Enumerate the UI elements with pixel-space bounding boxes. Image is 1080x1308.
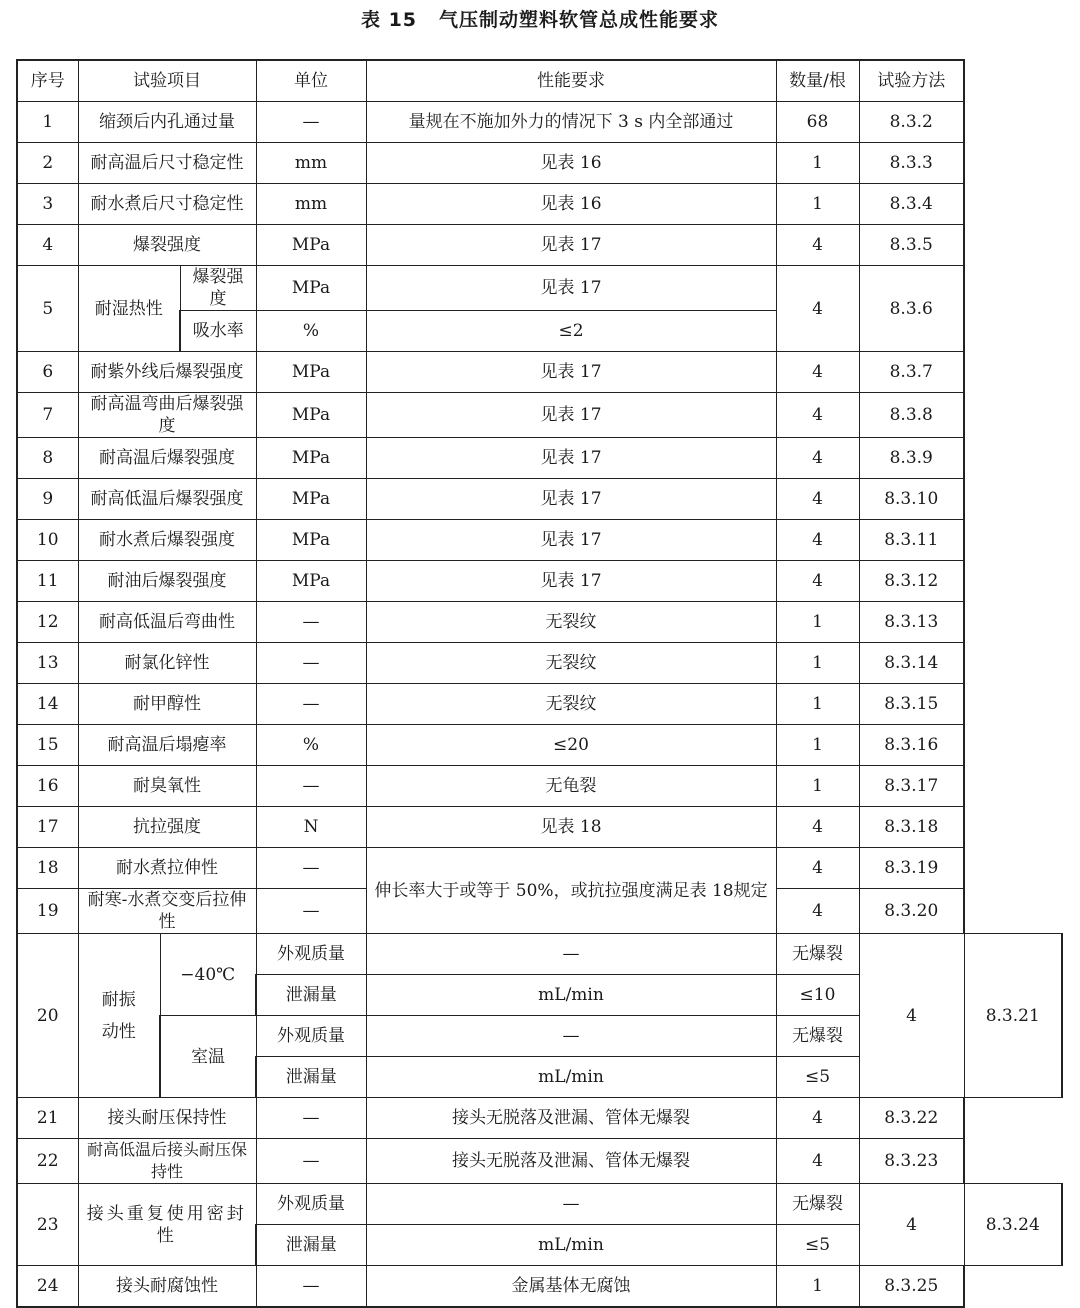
row-item: 耐臭氧性 — [78, 766, 256, 807]
row-condition: −40℃ — [160, 934, 256, 1016]
row-requirement: 见表 17 — [366, 393, 776, 438]
table-row — [17, 934, 1062, 975]
row-item: 抗拉强度 — [78, 807, 256, 848]
row-no: 6 — [17, 352, 78, 393]
row-no: 7 — [17, 393, 78, 438]
row-requirement: 伸长率大于或等于 50%，或抗拉强度满足表 18规定 — [366, 848, 776, 934]
row-no: 17 — [17, 807, 78, 848]
table-row — [17, 225, 1062, 266]
row-item: 耐油后爆裂强度 — [78, 561, 256, 602]
row-unit: — — [256, 602, 366, 643]
row-quantity: 4 — [776, 479, 859, 520]
row-quantity: 1 — [776, 1266, 859, 1308]
row-no: 15 — [17, 725, 78, 766]
row-unit: MPa — [256, 225, 366, 266]
row-method: 8.3.25 — [859, 1266, 964, 1308]
row-quantity: 1 — [776, 602, 859, 643]
row-no: 4 — [17, 225, 78, 266]
row-requirement: 见表 17 — [366, 561, 776, 602]
row-quantity: 4 — [776, 807, 859, 848]
table-row — [17, 184, 1062, 225]
row-method: 8.3.14 — [859, 643, 964, 684]
header-no: 序号 — [17, 60, 78, 102]
header-row — [17, 60, 1062, 102]
row-requirement: 见表 17 — [366, 225, 776, 266]
row-subitem: 泄漏量 — [256, 975, 366, 1016]
row-unit: mm — [256, 143, 366, 184]
row-quantity: 4 — [776, 352, 859, 393]
table-row — [17, 102, 1062, 143]
row-unit: — — [256, 643, 366, 684]
row-item: 耐寒-水煮交变后拉伸性 — [78, 889, 256, 934]
row-requirement: 见表 17 — [366, 352, 776, 393]
table-row — [17, 643, 1062, 684]
row-unit: — — [256, 1139, 366, 1184]
row-requirement: ≤5 — [776, 1057, 859, 1098]
table-number: 表 15 — [360, 9, 418, 31]
row-quantity: 4 — [776, 889, 859, 934]
table-row — [17, 479, 1062, 520]
row-subitem: 泄漏量 — [256, 1225, 366, 1266]
row-no: 2 — [17, 143, 78, 184]
row-unit: mL/min — [366, 975, 776, 1016]
row-requirement: 接头无脱落及泄漏、管体无爆裂 — [366, 1139, 776, 1184]
row-requirement: 无爆裂 — [776, 1184, 859, 1225]
row-requirement: 见表 18 — [366, 807, 776, 848]
row-requirement: 无爆裂 — [776, 934, 859, 975]
row-unit: MPa — [256, 479, 366, 520]
row-no: 11 — [17, 561, 78, 602]
table-row — [17, 1139, 1062, 1184]
row-item: 耐高温后塌瘪率 — [78, 725, 256, 766]
table-row — [17, 520, 1062, 561]
row-method: 8.3.12 — [859, 561, 964, 602]
row-unit: N — [256, 807, 366, 848]
row-no: 24 — [17, 1266, 78, 1308]
row-quantity: 4 — [776, 393, 859, 438]
row-method: 8.3.4 — [859, 184, 964, 225]
row-quantity: 4 — [776, 848, 859, 889]
row-method: 8.3.7 — [859, 352, 964, 393]
row-unit: — — [256, 1098, 366, 1139]
row-quantity: 4 — [859, 1184, 964, 1266]
row-method: 8.3.10 — [859, 479, 964, 520]
row-item: 耐氯化锌性 — [78, 643, 256, 684]
row-unit: — — [366, 934, 776, 975]
table-row — [17, 684, 1062, 725]
row-subitem: 外观质量 — [256, 1184, 366, 1225]
row-unit: mm — [256, 184, 366, 225]
table-row — [17, 352, 1062, 393]
table-row — [17, 266, 1062, 311]
table-row — [17, 848, 1062, 889]
row-item: 耐高低温后接头耐压保持性 — [78, 1139, 256, 1184]
row-no: 19 — [17, 889, 78, 934]
row-no: 14 — [17, 684, 78, 725]
row-unit: — — [256, 889, 366, 934]
header-method: 试验方法 — [859, 60, 964, 102]
row-item: 耐水煮后尺寸稳定性 — [78, 184, 256, 225]
row-quantity: 1 — [776, 684, 859, 725]
row-requirement: 无爆裂 — [776, 1016, 859, 1057]
row-requirement: ≤5 — [776, 1225, 859, 1266]
row-item: 耐水煮后爆裂强度 — [78, 520, 256, 561]
row-method: 8.3.15 — [859, 684, 964, 725]
row-item: 接头重复使用密封性 — [78, 1184, 256, 1266]
row-item: 耐振动性 — [78, 934, 160, 1098]
row-item: 接头耐压保持性 — [78, 1098, 256, 1139]
row-quantity: 68 — [776, 102, 859, 143]
row-item: 耐高低温后爆裂强度 — [78, 479, 256, 520]
row-unit: — — [256, 1266, 366, 1308]
header-quantity: 数量/根 — [776, 60, 859, 102]
table-row — [17, 1266, 1062, 1308]
row-no: 23 — [17, 1184, 78, 1266]
row-item: 耐甲醇性 — [78, 684, 256, 725]
row-method: 8.3.24 — [964, 1184, 1062, 1266]
table-row — [17, 807, 1062, 848]
row-requirement: 见表 17 — [366, 266, 776, 311]
row-item: 接头耐腐蚀性 — [78, 1266, 256, 1308]
row-method: 8.3.3 — [859, 143, 964, 184]
row-requirement: ≤20 — [366, 725, 776, 766]
table-row — [17, 725, 1062, 766]
table-row — [17, 766, 1062, 807]
row-unit: % — [256, 311, 366, 352]
row-method: 8.3.18 — [859, 807, 964, 848]
row-unit: MPa — [256, 393, 366, 438]
row-quantity: 1 — [776, 143, 859, 184]
row-no: 21 — [17, 1098, 78, 1139]
table-row — [17, 143, 1062, 184]
row-no: 22 — [17, 1139, 78, 1184]
row-item: 耐高温后尺寸稳定性 — [78, 143, 256, 184]
row-method: 8.3.23 — [859, 1139, 964, 1184]
row-quantity: 4 — [776, 438, 859, 479]
row-quantity: 4 — [776, 225, 859, 266]
row-condition: 室温 — [160, 1016, 256, 1098]
row-method: 8.3.21 — [964, 934, 1062, 1098]
row-subitem: 外观质量 — [256, 934, 366, 975]
row-no: 9 — [17, 479, 78, 520]
table-row — [17, 561, 1062, 602]
row-unit: MPa — [256, 352, 366, 393]
row-unit: MPa — [256, 520, 366, 561]
row-no: 16 — [17, 766, 78, 807]
row-quantity: 4 — [776, 1098, 859, 1139]
row-requirement: 无龟裂 — [366, 766, 776, 807]
row-no: 10 — [17, 520, 78, 561]
row-requirement: 金属基体无腐蚀 — [366, 1266, 776, 1308]
row-item: 耐高温弯曲后爆裂强度 — [78, 393, 256, 438]
row-quantity: 1 — [776, 643, 859, 684]
row-requirement: 无裂纹 — [366, 643, 776, 684]
row-requirement: ≤2 — [366, 311, 776, 352]
row-unit: — — [256, 102, 366, 143]
table-title: 气压制动塑料软管总成性能要求 — [439, 9, 720, 31]
row-quantity: 1 — [776, 725, 859, 766]
row-subitem: 吸水率 — [180, 311, 256, 352]
row-method: 8.3.11 — [859, 520, 964, 561]
table-caption — [0, 4, 1080, 36]
row-unit: — — [366, 1016, 776, 1057]
row-requirement: 量规在不施加外力的情况下 3 s 内全部通过 — [366, 102, 776, 143]
row-unit: MPa — [256, 438, 366, 479]
row-requirement: 见表 17 — [366, 479, 776, 520]
row-method: 8.3.22 — [859, 1098, 964, 1139]
row-unit: MPa — [256, 266, 366, 311]
row-no: 12 — [17, 602, 78, 643]
row-quantity: 4 — [776, 1139, 859, 1184]
row-requirement: 见表 17 — [366, 520, 776, 561]
performance-table — [16, 59, 1063, 1308]
row-no: 8 — [17, 438, 78, 479]
row-subitem: 爆裂强度 — [180, 266, 256, 311]
table-row — [17, 438, 1062, 479]
row-item: 耐紫外线后爆裂强度 — [78, 352, 256, 393]
table-row — [17, 602, 1062, 643]
row-quantity: 1 — [776, 766, 859, 807]
row-unit: mL/min — [366, 1225, 776, 1266]
row-requirement: 见表 16 — [366, 184, 776, 225]
row-method: 8.3.6 — [859, 266, 964, 352]
row-method: 8.3.20 — [859, 889, 964, 934]
row-method: 8.3.16 — [859, 725, 964, 766]
row-unit: — — [366, 1184, 776, 1225]
row-unit: % — [256, 725, 366, 766]
table-row — [17, 1098, 1062, 1139]
row-unit: — — [256, 848, 366, 889]
row-no: 3 — [17, 184, 78, 225]
row-requirement: ≤10 — [776, 975, 859, 1016]
row-item: 耐高温后爆裂强度 — [78, 438, 256, 479]
row-item: 耐水煮拉伸性 — [78, 848, 256, 889]
row-quantity: 4 — [776, 266, 859, 352]
row-method: 8.3.9 — [859, 438, 964, 479]
row-unit: — — [256, 766, 366, 807]
row-requirement: 见表 16 — [366, 143, 776, 184]
row-no: 20 — [17, 934, 78, 1098]
row-method: 8.3.19 — [859, 848, 964, 889]
row-no: 5 — [17, 266, 78, 352]
row-item: 耐高低温后弯曲性 — [78, 602, 256, 643]
header-item: 试验项目 — [78, 60, 256, 102]
row-method: 8.3.5 — [859, 225, 964, 266]
table-row — [17, 393, 1062, 438]
header-requirement: 性能要求 — [366, 60, 776, 102]
row-method: 8.3.17 — [859, 766, 964, 807]
row-subitem: 外观质量 — [256, 1016, 366, 1057]
row-quantity: 4 — [776, 561, 859, 602]
row-item: 耐湿热性 — [78, 266, 180, 352]
row-no: 18 — [17, 848, 78, 889]
row-unit: mL/min — [366, 1057, 776, 1098]
row-method: 8.3.8 — [859, 393, 964, 438]
row-unit: — — [256, 684, 366, 725]
row-quantity: 4 — [859, 934, 964, 1098]
row-requirement: 无裂纹 — [366, 602, 776, 643]
row-item: 爆裂强度 — [78, 225, 256, 266]
row-method: 8.3.13 — [859, 602, 964, 643]
table-row — [17, 1184, 1062, 1225]
row-requirement: 见表 17 — [366, 438, 776, 479]
row-quantity: 1 — [776, 184, 859, 225]
row-quantity: 4 — [776, 520, 859, 561]
row-unit: MPa — [256, 561, 366, 602]
row-no: 1 — [17, 102, 78, 143]
row-item: 缩颈后内孔通过量 — [78, 102, 256, 143]
row-requirement: 无裂纹 — [366, 684, 776, 725]
header-unit: 单位 — [256, 60, 366, 102]
row-method: 8.3.2 — [859, 102, 964, 143]
row-subitem: 泄漏量 — [256, 1057, 366, 1098]
row-no: 13 — [17, 643, 78, 684]
row-requirement: 接头无脱落及泄漏、管体无爆裂 — [366, 1098, 776, 1139]
